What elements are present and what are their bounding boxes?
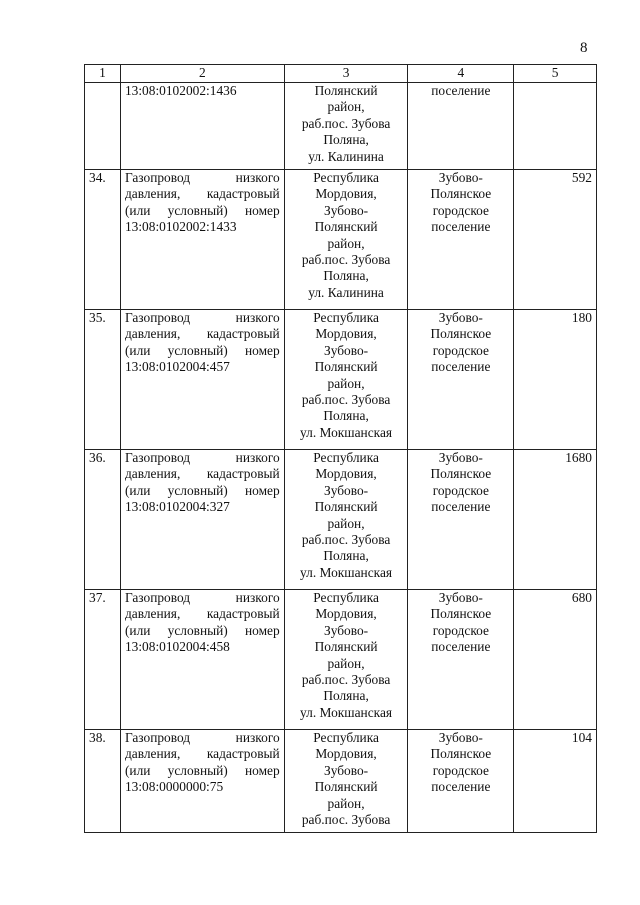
settlement-line: Полянское [430, 326, 492, 342]
address-line: Поляна, [323, 132, 369, 148]
object-name-line: (или условный) номер [124, 482, 280, 498]
object-name-line: (или условный) номер [124, 622, 280, 638]
settlement-line: Зубово- [438, 730, 483, 745]
address-line: Мордовия, [315, 606, 377, 622]
address-line: раб.пос. Зубова [301, 812, 391, 828]
settlement-line: поселение [431, 359, 491, 375]
column-number-header-row [85, 65, 597, 83]
settlement-line: Полянское [430, 186, 492, 202]
object-name-line: 13:08:0102004:458 [124, 639, 230, 655]
address-line: ул. Калинина [308, 284, 384, 300]
address-line: раб.пос. Зубова [301, 115, 391, 131]
address-cell [284, 310, 408, 450]
settlement-line: Полянское [430, 606, 492, 622]
settlement-line: поселение [431, 499, 491, 515]
address-line: Мордовия, [315, 746, 377, 762]
length-value: 680 [514, 590, 597, 730]
settlement-line: Зубово- [438, 170, 483, 185]
address-line: Полянский [314, 779, 378, 795]
length-value: 104 [514, 730, 597, 833]
object-name-cell [120, 590, 284, 730]
object-name-line: давления, кадастровый [124, 746, 280, 762]
address-line: район, [327, 235, 365, 251]
address-line: Республика [313, 450, 379, 465]
settlement-line: Зубово- [438, 450, 483, 465]
table-row [85, 170, 597, 310]
address-line: Полянский [314, 499, 378, 515]
object-name-line: (или условный) номер [124, 202, 280, 218]
settlement-line: поселение [431, 639, 491, 655]
column-header-3: 3 [284, 65, 408, 83]
settlement-cell [408, 170, 514, 310]
address-line: Поляна, [323, 688, 369, 704]
address-line: раб.пос. Зубова [301, 532, 391, 548]
page-number: 8 [580, 40, 588, 56]
address-line: Зубово- [324, 622, 369, 638]
address-cell [284, 450, 408, 590]
address-line: ул. Мокшанская [300, 564, 393, 580]
object-name-line: 13:08:0102004:327 [124, 499, 230, 515]
row-number: 34. [85, 170, 121, 310]
object-name-line: давления, кадастровый [124, 186, 280, 202]
address-line: раб.пос. Зубова [301, 392, 391, 408]
address-line: Мордовия, [315, 326, 377, 342]
table-body [85, 83, 597, 833]
address-line: Зубово- [324, 762, 369, 778]
address-line: Мордовия, [315, 186, 377, 202]
settlement-line: Полянское [430, 466, 492, 482]
address-line: Зубово- [324, 202, 369, 218]
settlement-cell [408, 590, 514, 730]
object-name-cell [120, 170, 284, 310]
settlement-cell [408, 450, 514, 590]
address-line: Зубово- [324, 482, 369, 498]
address-line: Республика [313, 170, 379, 185]
gas-pipeline-registry-table [84, 64, 597, 833]
object-name-cell [120, 450, 284, 590]
address-line: район, [327, 795, 365, 811]
address-line: Поляна, [323, 548, 369, 564]
row-number: 36. [85, 450, 121, 590]
object-name-line: Газопровод низкого [124, 450, 280, 465]
table-row [85, 730, 597, 833]
address-line: район, [327, 99, 365, 115]
address-line: ул. Мокшанская [300, 704, 393, 720]
settlement-cell [408, 310, 514, 450]
row-number: 38. [85, 730, 121, 833]
settlement-cell [408, 730, 514, 833]
table-row [85, 310, 597, 450]
settlement-line: городское [432, 482, 489, 498]
address-line: Полянский [314, 83, 378, 98]
length-value: 592 [514, 170, 597, 310]
column-header-1: 1 [85, 65, 121, 83]
object-name-line: Газопровод низкого [124, 730, 280, 745]
column-header-2: 2 [120, 65, 284, 83]
address-line: Республика [313, 730, 379, 745]
object-name-line: Газопровод низкого [124, 590, 280, 605]
settlement-line: Полянское [430, 746, 492, 762]
address-line: Республика [313, 590, 379, 605]
address-cell [284, 170, 408, 310]
settlement-line: городское [432, 762, 489, 778]
table-row [85, 83, 597, 170]
object-name-line: 13:08:0102004:457 [124, 359, 230, 375]
settlement-line: поселение [431, 219, 491, 235]
column-header-5: 5 [514, 65, 597, 83]
address-cell [284, 83, 408, 170]
address-line: Полянский [314, 359, 378, 375]
address-cell [284, 590, 408, 730]
object-name-line: 13:08:0000000:75 [124, 779, 224, 795]
address-line: Полянский [314, 219, 378, 235]
object-name-line: давления, кадастровый [124, 326, 280, 342]
object-name-line: Газопровод низкого [124, 310, 280, 325]
address-line: Республика [313, 310, 379, 325]
address-line: район, [327, 655, 365, 671]
length-value: 180 [514, 310, 597, 450]
object-name-line: (или условный) номер [124, 342, 280, 358]
object-name-cell [120, 83, 284, 170]
row-number [85, 83, 121, 170]
object-name-line: давления, кадастровый [124, 466, 280, 482]
length-value [514, 83, 597, 170]
object-name-line: (или условный) номер [124, 762, 280, 778]
row-number: 37. [85, 590, 121, 730]
settlement-line: городское [432, 202, 489, 218]
object-name-cell [120, 310, 284, 450]
address-line: Зубово- [324, 342, 369, 358]
length-value: 1680 [514, 450, 597, 590]
address-line: Поляна, [323, 408, 369, 424]
object-name-line: 13:08:0102002:1433 [124, 219, 237, 235]
object-name-line: давления, кадастровый [124, 606, 280, 622]
address-line: раб.пос. Зубова [301, 672, 391, 688]
address-line: раб.пос. Зубова [301, 252, 391, 268]
address-line: район, [327, 375, 365, 391]
address-cell [284, 730, 408, 833]
object-name-line: 13:08:0102002:1436 [124, 83, 237, 98]
address-line: Мордовия, [315, 466, 377, 482]
settlement-cell [408, 83, 514, 170]
settlement-line: поселение [431, 83, 491, 98]
settlement-line: Зубово- [438, 310, 483, 325]
table-row [85, 450, 597, 590]
object-name-line: Газопровод низкого [124, 170, 280, 185]
address-line: Полянский [314, 639, 378, 655]
object-name-cell [120, 730, 284, 833]
settlement-line: городское [432, 622, 489, 638]
address-line: ул. Калинина [308, 148, 384, 164]
column-header-4: 4 [408, 65, 514, 83]
settlement-line: поселение [431, 779, 491, 795]
address-line: район, [327, 515, 365, 531]
address-line: ул. Мокшанская [300, 424, 393, 440]
settlement-line: городское [432, 342, 489, 358]
address-line: Поляна, [323, 268, 369, 284]
row-number: 35. [85, 310, 121, 450]
table-row [85, 590, 597, 730]
settlement-line: Зубово- [438, 590, 483, 605]
